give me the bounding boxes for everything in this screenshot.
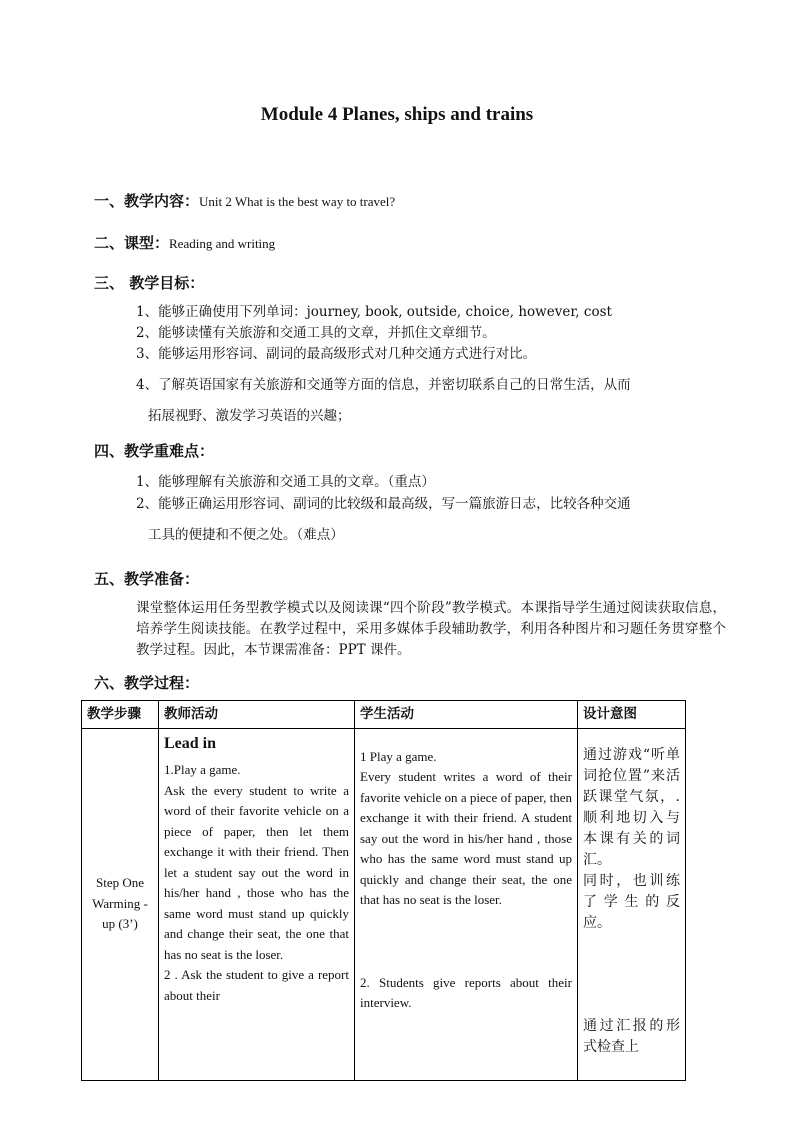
header-cell: 教学步骤: [82, 701, 159, 729]
design-intent-cell: [578, 728, 686, 1080]
student-text: 1 Play a game.: [360, 748, 437, 764]
student-activity-cell: [355, 728, 578, 1080]
student-text: 2. Students give reports about their interview.: [360, 974, 572, 1010]
objective-item: 4、了解英语国家有关旅游和交通等方面的信息，并密切联系自己的日常生活，从而: [136, 377, 631, 393]
header-cell: 设计意图: [578, 701, 686, 729]
objective-item: 1、能够正确使用下列单词：journey, book, outside, choice, however, cost: [136, 304, 612, 320]
intent-text: 同时，也训练了学生的反应。: [583, 872, 680, 931]
preparation-text: 课堂整体运用任务型教学模式以及阅读课“四个阶段”教学模式。本课指导学生通过阅读获取信息，培养学生阅读技能。在教学过程中，采用多媒体手段辅助教学，利用各种图片和习题任务贯穿整个教学过程。因此，本节课需准备：PPT 课件。: [136, 600, 726, 658]
section-content: [94, 190, 395, 211]
objective-item: 拓展视野、激发学习英语的兴趣；: [148, 408, 351, 424]
section-preparation-heading: [94, 568, 199, 589]
teacher-text: 1.Play a game.: [164, 762, 241, 777]
process-table: [81, 700, 686, 1081]
section-label: 二、课型：: [94, 234, 170, 252]
section-value: Unit 2 What is the best way to travel?: [199, 194, 396, 209]
teacher-activity-cell: [159, 728, 355, 1080]
teacher-text: 2 . Ask the student to give a report about their: [164, 967, 349, 1003]
section-label: 六、教学过程：: [94, 674, 200, 692]
key-point-item: 2、能够正确运用形容词、副词的比较级和最高级，写一篇旅游日志，比较各种交通: [136, 496, 631, 512]
section-label: 三、 教学目标：: [94, 274, 205, 292]
student-text: Every student writes a word of their favorite vehicle on a piece of paper, then exchange it with their friend. A student say out the word in his/her hand , those who has the same word must stand up quickly and change their seat, the one that has no seat is the loser.: [360, 769, 572, 907]
key-point-item: 工具的便捷和不便之处。（难点）: [148, 527, 344, 543]
table-header-row: [82, 701, 686, 729]
intent-text: 通过汇报的形式检查上: [583, 1017, 680, 1055]
section-label: 五、教学准备：: [94, 570, 200, 588]
teacher-text: Ask the every student to write a word of their favorite vehicle on a piece of paper, then let them exchange it with their friend. Then let a student say out the word in his/her hand , those who has the same word must stand up quickly and change their seat, the one that has no seat is the loser.: [164, 782, 349, 962]
intent-text: 通过游戏“听单词抢位置”来活跃课堂气氛，.顺利地切入与本课有关的词汇。: [583, 746, 680, 868]
header-cell: 学生活动: [355, 701, 578, 729]
objective-item: 2、能够读懂有关旅游和交通工具的文章，并抓住文章细节。: [136, 325, 496, 341]
key-point-item: 1、能够理解有关旅游和交通工具的文章。（重点）: [136, 474, 435, 490]
section-value: Reading and writing: [169, 236, 276, 251]
lead-in-heading: Lead in: [164, 734, 217, 752]
section-label: 一、教学内容：: [94, 192, 200, 210]
objective-item: 3、能够运用形容词、副词的最高级形式对几种交通方式进行对比。: [136, 346, 537, 362]
section-objectives-heading: [94, 272, 204, 293]
step-cell: Step One Warming -up (3’): [82, 728, 159, 1080]
section-type: [94, 232, 275, 253]
table-row: [82, 728, 686, 1080]
section-process-heading: [94, 672, 199, 693]
header-cell: 教师活动: [159, 701, 355, 729]
page-title: Module 4 Planes, ships and trains: [260, 104, 534, 125]
section-key-points-heading: [94, 440, 214, 461]
section-label: 四、教学重难点：: [94, 442, 215, 460]
